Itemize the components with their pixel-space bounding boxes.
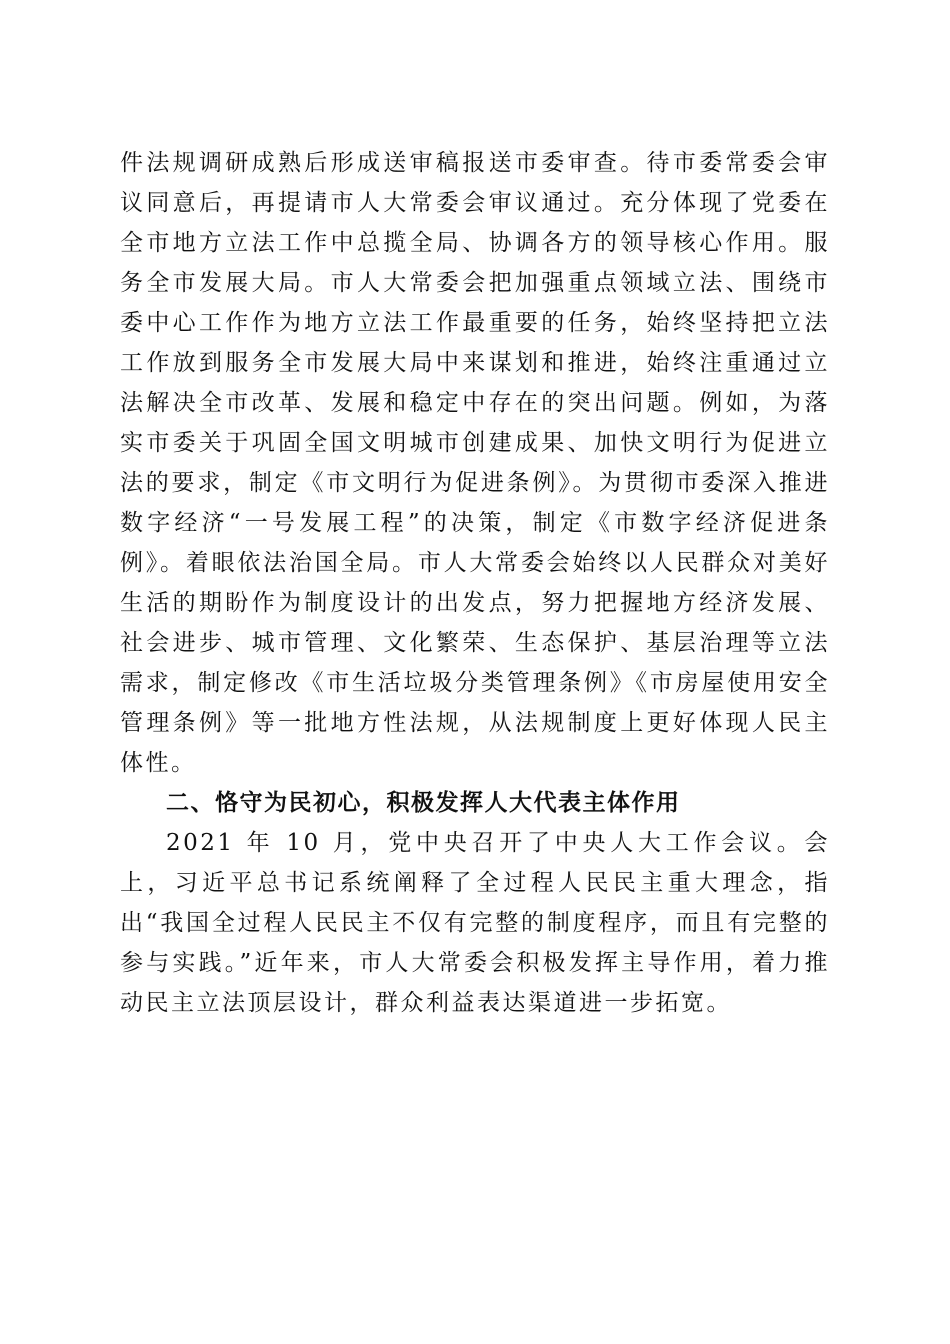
- section-heading: 二、恪守为民初心，积极发挥人大代表主体作用: [166, 790, 681, 816]
- document-page: [120, 143, 830, 1023]
- body-paragraph-continuation: 件法规调研成熟后形成送审稿报送市委审查。待市委常委会审议同意后，再提请市人大常委会审议通过。充分体现了党委在全市地方立法工作中总揽全局、协调各方的领导核心作用。服务全市发展大局。市人大常委会把加强重点领域立法、围绕市委中心工作作为地方立法工作最重要的任务，始终坚持把立法工作放到服务全市发展大局中来谋划和推进，始终注重通过立法解决全市改革、发展和稳定中存在的突出问题。例如，为落实市委关于巩固全国文明城市创建成果、加快文明行为促进立法的要求，制定《市文明行为促进条例》。为贯彻市委深入推进数字经济“一号发展工程”的决策，制定《市数字经济促进条例》。着眼依法治国全局。市人大常委会始终以人民群众对美好生活的期盼作为制度设计的出发点，努力把握地方经济发展、社会进步、城市管理、文化繁荣、生态保护、基层治理等立法需求，制定修改《市生活垃圾分类管理条例》《市房屋使用安全管理条例》等一批地方性法规，从法规制度上更好体现人民主体性。: [120, 150, 830, 776]
- body-paragraph-section: 2021 年 10 月，党中央召开了中央人大工作会议。会上，习近平总书记系统阐释了全过程人民民主重大理念，指出“我国全过程人民民主不仅有完整的制度程序，而且有完整的参与实践。”近年来，市人大常委会积极发挥主导作用，着力推动民主立法顶层设计，群众利益表达渠道进一步拓宽。: [120, 830, 830, 1016]
